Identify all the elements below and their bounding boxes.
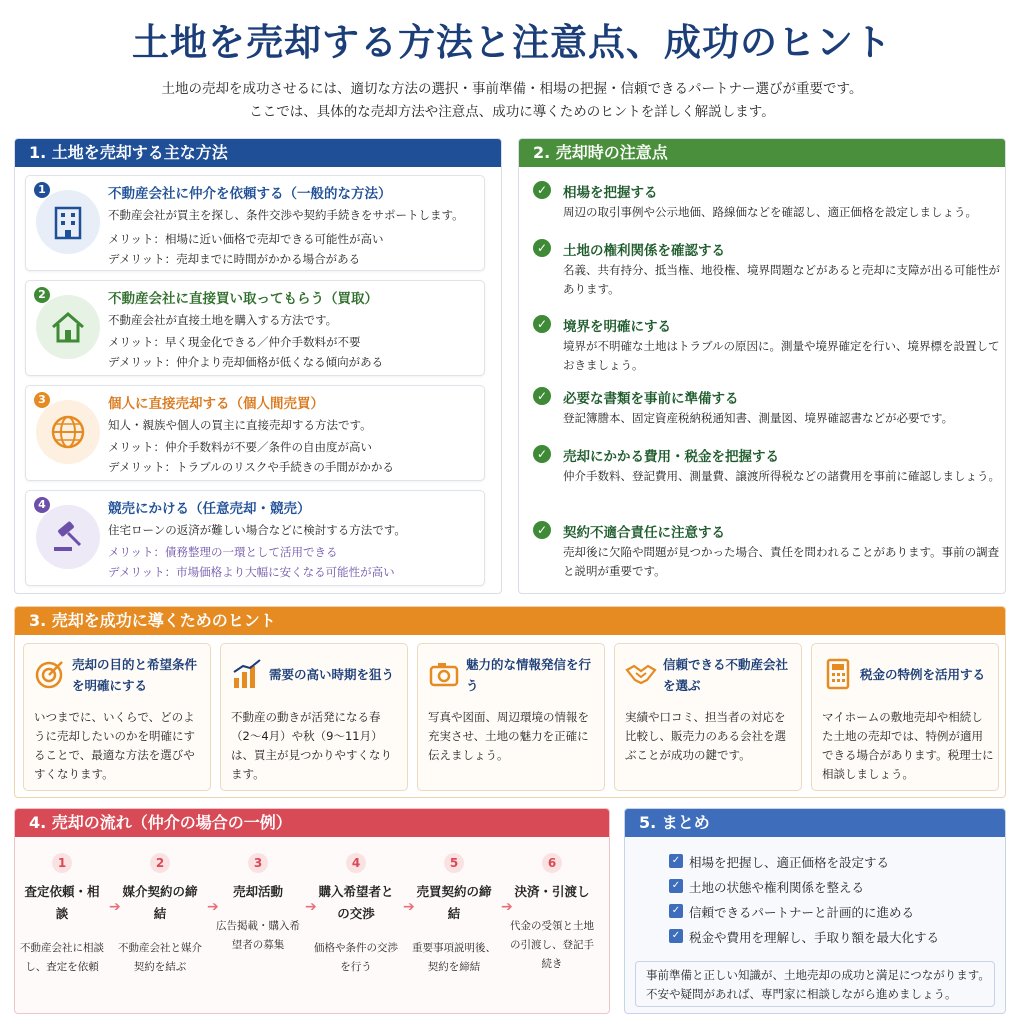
handshake-icon <box>625 658 657 690</box>
step-title: 査定依頼・相談 <box>24 884 100 921</box>
caution-desc: 登記簿謄本、固定資産税納税通知書、測量図、境界確認書などが必要です。 <box>563 411 954 425</box>
flow-step <box>509 853 595 974</box>
globe-icon <box>36 400 100 464</box>
method-merit: メリット：早く現金化できる／仲介手数料が不要 <box>108 335 361 349</box>
summary-text: 信頼できるパートナーと計画的に進める <box>689 905 915 920</box>
tip-card <box>811 643 999 791</box>
house-icon <box>36 295 100 359</box>
flow-step <box>215 853 301 955</box>
method-number: 3 <box>34 392 50 408</box>
tip-desc: 不動産の動きが活発になる春（2〜4月）や秋（9〜11月）は、買主が見つかりやすくなります。 <box>231 710 392 781</box>
method-desc: 不動産会社が直接土地を購入する方法です。 <box>108 313 338 327</box>
method-number: 4 <box>34 497 50 513</box>
caution-desc: 境界が不明確な土地はトラブルの原因に。測量や境界確定を行い、境界標を設置しておきましょう。 <box>563 339 1000 372</box>
caution-title: 必要な書類を事前に準備する <box>563 391 739 407</box>
section-methods <box>14 138 502 594</box>
method-desc: 住宅ローンの返済が難しい場合などに検討する方法です。 <box>108 523 406 537</box>
method-card <box>25 175 485 271</box>
section-summary <box>624 808 1006 1014</box>
section-flow <box>14 808 610 1014</box>
page-title: 土地を売却する方法と注意点、成功のヒント <box>132 21 892 64</box>
intro-line: ここでは、具体的な売却方法や注意点、成功に導くためのヒントを詳しく解説します。 <box>249 104 775 120</box>
method-card <box>25 385 485 481</box>
method-number: 2 <box>34 287 50 303</box>
check-icon: ✓ <box>533 445 551 463</box>
tip-desc: マイホームの敷地売却や相続した土地の売却では、特例が適用できる場合があります。税理士に相談しましょう。 <box>822 710 994 781</box>
step-number: 1 <box>52 853 72 873</box>
method-desc: 知人・親族や個人の買主に直接売却する方法です。 <box>108 418 372 432</box>
step-desc: 不動産会社と媒介契約を結ぶ <box>118 942 202 973</box>
summary-item <box>671 878 865 896</box>
step-title: 購入希望者との交渉 <box>318 884 394 921</box>
tip-title: 需要の高い時期を狙う <box>269 667 395 682</box>
flow-step <box>313 853 399 977</box>
method-title: 個人に直接売却する（個人間売買） <box>108 396 324 412</box>
intro-text <box>0 78 1024 124</box>
method-desc: 不動産会社が買主を探し、条件交渉や契約手続きをサポートします。 <box>108 208 464 222</box>
tip-title: 売却の目的と希望条件を明確にする <box>72 657 198 693</box>
method-number: 1 <box>34 182 50 198</box>
caution-title: 契約不適合責任に注意する <box>563 525 725 541</box>
caution-title: 相場を把握する <box>563 185 658 201</box>
arrow-right-icon: ➔ <box>109 899 121 915</box>
flow-step <box>117 853 203 977</box>
checkbox-icon: ✓ <box>669 879 683 893</box>
step-number: 4 <box>346 853 366 873</box>
gavel-icon <box>36 505 100 569</box>
step-desc: 広告掲載・購入希望者の募集 <box>216 920 300 951</box>
tip-card <box>417 643 605 791</box>
section-heading: 3. 売却を成功に導くためのヒント <box>15 607 1005 635</box>
step-desc: 重要事項説明後、契約を締結 <box>412 942 496 973</box>
section-cautions <box>518 138 1006 594</box>
step-title: 媒介契約の締結 <box>122 884 198 921</box>
section-heading: 2. 売却時の注意点 <box>519 139 1005 167</box>
step-desc: 代金の受領と土地の引渡し、登記手続き <box>510 920 594 970</box>
section-heading: 5. まとめ <box>625 809 1005 837</box>
tip-card <box>23 643 211 791</box>
tip-desc: 写真や図面、周辺環境の情報を充実させ、土地の魅力を正確に伝えましょう。 <box>428 710 589 762</box>
caution-desc: 売却後に欠陥や問題が見つかった場合、責任を問われることがあります。事前の調査と説明が重要です。 <box>563 545 1000 578</box>
summary-text: 税金や費用を理解し、手取り額を最大化する <box>689 930 940 945</box>
method-title: 不動産会社に仲介を依頼する（一般的な方法） <box>108 186 392 202</box>
check-icon: ✓ <box>533 239 551 257</box>
section-heading: 4. 売却の流れ（仲介の場合の一例） <box>15 809 609 837</box>
checkbox-icon: ✓ <box>669 854 683 868</box>
method-card <box>25 280 485 376</box>
tip-desc: 実績や口コミ、担当者の対応を比較し、販売力のある会社を選ぶことが成功の鍵です。 <box>625 710 786 762</box>
target-icon <box>34 658 66 690</box>
checkbox-icon: ✓ <box>669 904 683 918</box>
method-card <box>25 490 485 586</box>
caution-desc: 周辺の取引事例や公示地価、路線価などを確認し、適正価格を設定しましょう。 <box>563 205 977 219</box>
note-line: 不安や疑問があれば、専門家に相談しながら進めましょう。 <box>646 987 957 1001</box>
tip-card <box>220 643 408 791</box>
method-merit: メリット：債務整理の一環として活用できる <box>108 545 338 559</box>
calculator-icon <box>822 658 854 690</box>
summary-item <box>671 928 940 946</box>
tip-title: 魅力的な情報発信を行う <box>466 657 592 693</box>
caution-title: 境界を明確にする <box>563 319 671 335</box>
method-demerit: デメリット：市場価格より大幅に安くなる可能性が高い <box>108 565 395 579</box>
step-title: 売買契約の締結 <box>416 884 492 921</box>
step-number: 2 <box>150 853 170 873</box>
summary-note <box>635 961 995 1007</box>
tip-title: 税金の特例を活用する <box>860 667 986 682</box>
intro-line: 土地の売却を成功させるには、適切な方法の選択・事前準備・相場の把握・信頼できるパートナー選びが重要です。 <box>161 81 863 97</box>
method-demerit: デメリット：トラブルのリスクや手続きの手間がかかる <box>108 460 394 474</box>
method-demerit: デメリット：売却までに時間がかかる場合がある <box>108 252 361 266</box>
arrow-right-icon: ➔ <box>403 899 415 915</box>
tip-card <box>614 643 802 791</box>
section-heading: 1. 土地を売却する主な方法 <box>15 139 501 167</box>
method-title: 不動産会社に直接買い取ってもらう（買取） <box>108 291 378 307</box>
summary-item <box>671 853 890 871</box>
caution-desc: 仲介手数料、登記費用、測量費、譲渡所得税などの諸費用を事前に確認しましょう。 <box>563 469 1000 483</box>
flow-step <box>411 853 497 977</box>
step-number: 3 <box>248 853 268 873</box>
method-title: 競売にかける（任意売却・競売） <box>108 501 311 517</box>
tip-title: 信頼できる不動産会社を選ぶ <box>663 657 789 693</box>
arrow-right-icon: ➔ <box>305 899 317 915</box>
note-line: 事前準備と正しい知識が、土地売却の成功と満足につながります。 <box>646 968 990 982</box>
method-merit: メリット：相場に近い価格で売却できる可能性が高い <box>108 232 384 246</box>
step-desc: 不動産会社に相談し、査定を依頼 <box>20 942 104 973</box>
method-merit: メリット：仲介手数料が不要／条件の自由度が高い <box>108 440 373 454</box>
tip-desc: いつまでに、いくらで、どのように売却したいのかを明確にすることで、最適な方法を選びやすくなります。 <box>34 710 195 781</box>
step-number: 6 <box>542 853 562 873</box>
camera-icon <box>428 658 460 690</box>
summary-text: 相場を把握し、適正価格を設定する <box>689 855 890 870</box>
arrow-right-icon: ➔ <box>207 899 219 915</box>
check-icon: ✓ <box>533 521 551 539</box>
section-tips <box>14 606 1006 798</box>
check-icon: ✓ <box>533 387 551 405</box>
chart-icon <box>231 658 263 690</box>
summary-text: 土地の状態や権利関係を整える <box>689 880 865 895</box>
checkbox-icon: ✓ <box>669 929 683 943</box>
caution-title: 売却にかかる費用・税金を把握する <box>563 449 779 465</box>
step-desc: 価格や条件の交渉を行う <box>314 942 398 973</box>
step-number: 5 <box>444 853 464 873</box>
caution-desc: 名義、共有持分、抵当権、地役権、境界問題などがあると売却に支障が出る可能性があります。 <box>563 263 1000 296</box>
method-demerit: デメリット：仲介より売却価格が低くなる傾向がある <box>108 355 384 369</box>
arrow-right-icon: ➔ <box>501 899 513 915</box>
building-icon <box>36 190 100 254</box>
flow-step <box>19 853 105 977</box>
step-title: 決済・引渡し <box>514 884 590 899</box>
step-title: 売却活動 <box>232 884 283 899</box>
summary-item <box>671 903 915 921</box>
check-icon: ✓ <box>533 315 551 333</box>
caution-title: 土地の権利関係を確認する <box>563 243 725 259</box>
check-icon: ✓ <box>533 181 551 199</box>
